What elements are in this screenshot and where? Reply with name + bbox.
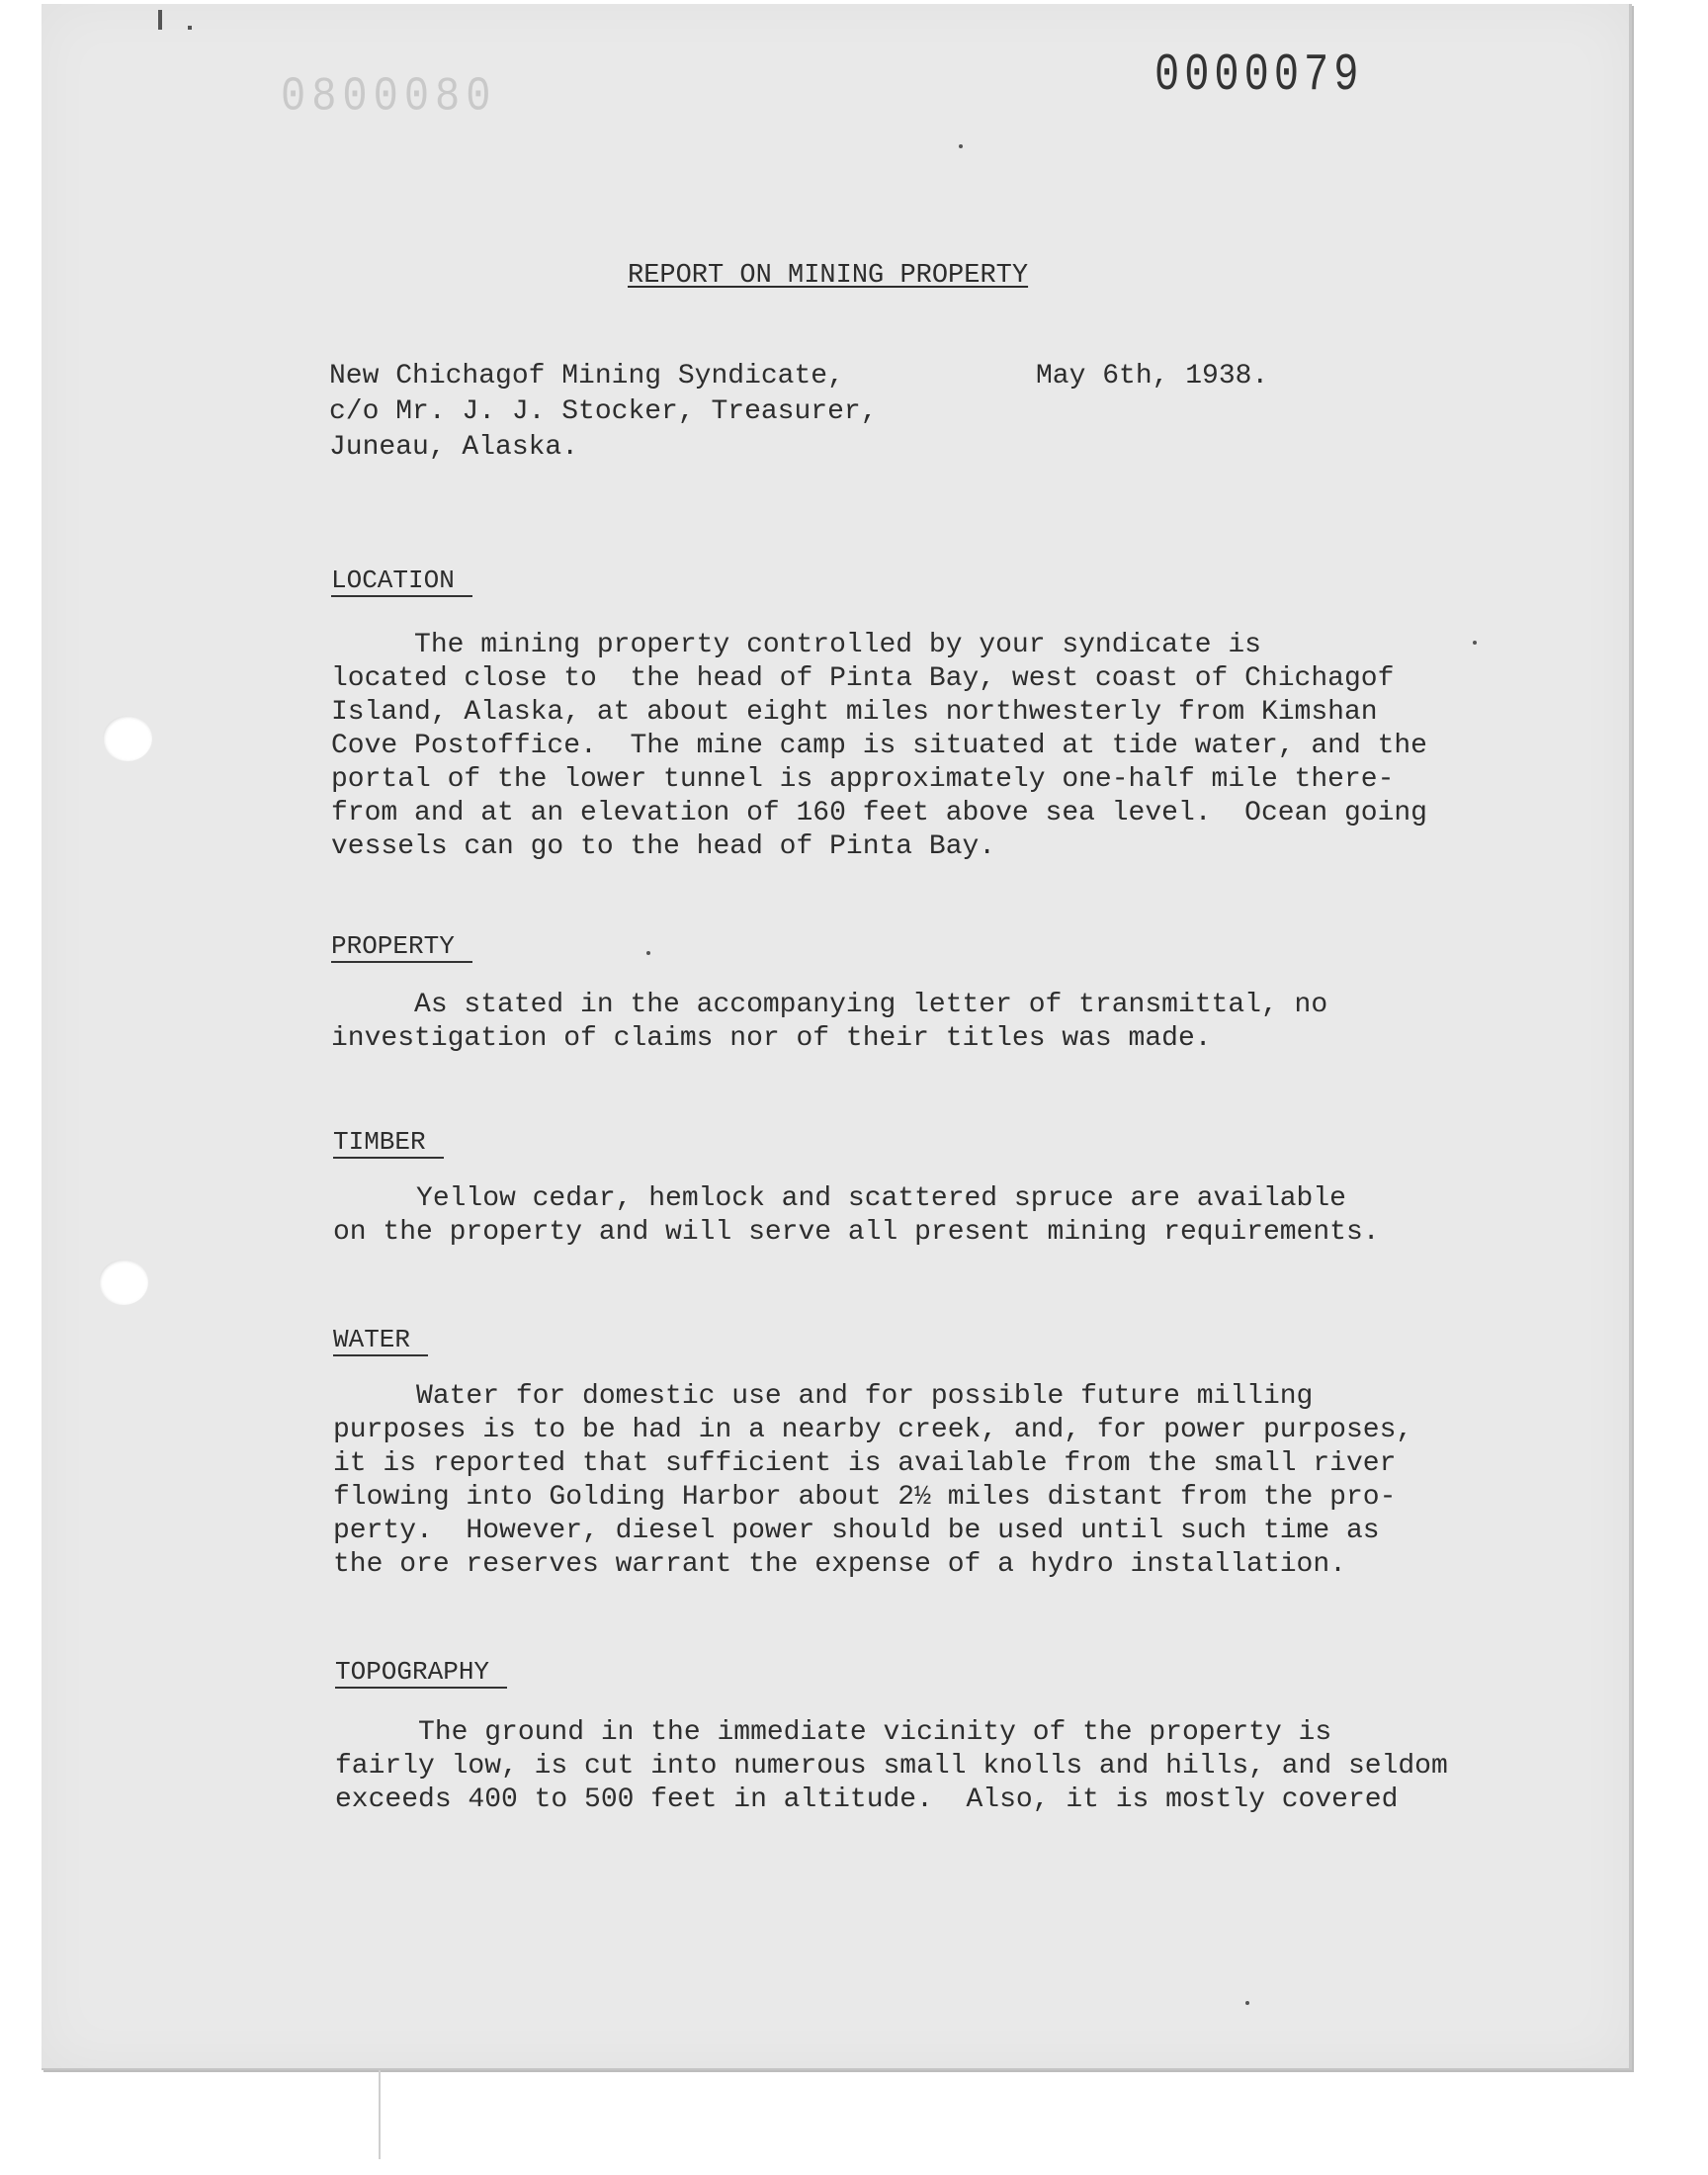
- paragraph-line: Island, Alaska, at about eight miles northwesterly from Kimshan: [331, 697, 1378, 728]
- paragraph-line: Water for domestic use and for possible future milling: [333, 1381, 1314, 1412]
- paragraph-line: fairly low, is cut into numerous small knolls and hills, and seldom: [335, 1751, 1448, 1782]
- corner-mark: [158, 10, 162, 30]
- paragraph-line: vessels can go to the head of Pinta Bay.: [331, 831, 996, 862]
- paragraph-line: from and at an elevation of 160 feet above sea level. Ocean going: [331, 798, 1427, 828]
- paragraph-line: Cove Postoffice. The mine camp is situated at tide water, and the: [331, 731, 1427, 761]
- section-heading-timber: TIMBER: [333, 1127, 444, 1159]
- punch-hole-lower: [99, 1260, 148, 1305]
- paragraph-line: The mining property controlled by your syndicate is: [331, 630, 1261, 660]
- paragraph-line: Yellow cedar, hemlock and scattered spruce are available: [333, 1183, 1346, 1214]
- faint-stamp-number: 0800080: [281, 69, 497, 125]
- speck: [1245, 2001, 1249, 2005]
- paragraph-line: exceeds 400 to 500 feet in altitude. Also, it is mostly covered: [335, 1784, 1399, 1815]
- scan-edge-line: [379, 2070, 381, 2159]
- paragraph-line: As stated in the accompanying letter of transmittal, no: [331, 990, 1328, 1020]
- addressee-line-3: Juneau, Alaska.: [329, 432, 579, 463]
- speck: [959, 144, 963, 148]
- page-number: 0000079: [1154, 45, 1364, 105]
- paragraph-line: portal of the lower tunnel is approximately one-half mile there-: [331, 764, 1395, 795]
- punch-hole-upper: [103, 716, 152, 761]
- paragraph-line: located close to the head of Pinta Bay, west coast of Chichagof: [331, 663, 1395, 694]
- addressee-line-1: New Chichagof Mining Syndicate,: [329, 361, 844, 392]
- paragraph-line: investigation of claims nor of their titles was made.: [331, 1023, 1212, 1054]
- corner-dot: [188, 26, 192, 30]
- paragraph-line: perty. However, diesel power should be used until such time as: [333, 1516, 1380, 1546]
- section-heading-water: WATER: [333, 1325, 428, 1356]
- speck: [646, 951, 650, 955]
- paragraph-line: on the property and will serve all present mining requirements.: [333, 1217, 1380, 1248]
- paragraph-line: The ground in the immediate vicinity of the property is: [335, 1717, 1332, 1748]
- section-heading-property: PROPERTY: [331, 931, 472, 963]
- section-heading-location: LOCATION: [331, 566, 472, 597]
- addressee-line-2: c/o Mr. J. J. Stocker, Treasurer,: [329, 396, 878, 427]
- report-date: May 6th, 1938.: [1036, 361, 1269, 392]
- paragraph-line: purposes is to be had in a nearby creek, and, for power purposes,: [333, 1415, 1413, 1445]
- paragraph-line: flowing into Golding Harbor about 2½ miles distant from the pro-: [333, 1482, 1397, 1513]
- paragraph-line: the ore reserves warrant the expense of a hydro installation.: [333, 1549, 1346, 1580]
- speck: [1473, 641, 1477, 645]
- paragraph-line: it is reported that sufficient is available from the small river: [333, 1448, 1397, 1479]
- section-heading-topography: TOPOGRAPHY: [335, 1657, 507, 1689]
- report-title: REPORT ON MINING PROPERTY: [628, 261, 1029, 291]
